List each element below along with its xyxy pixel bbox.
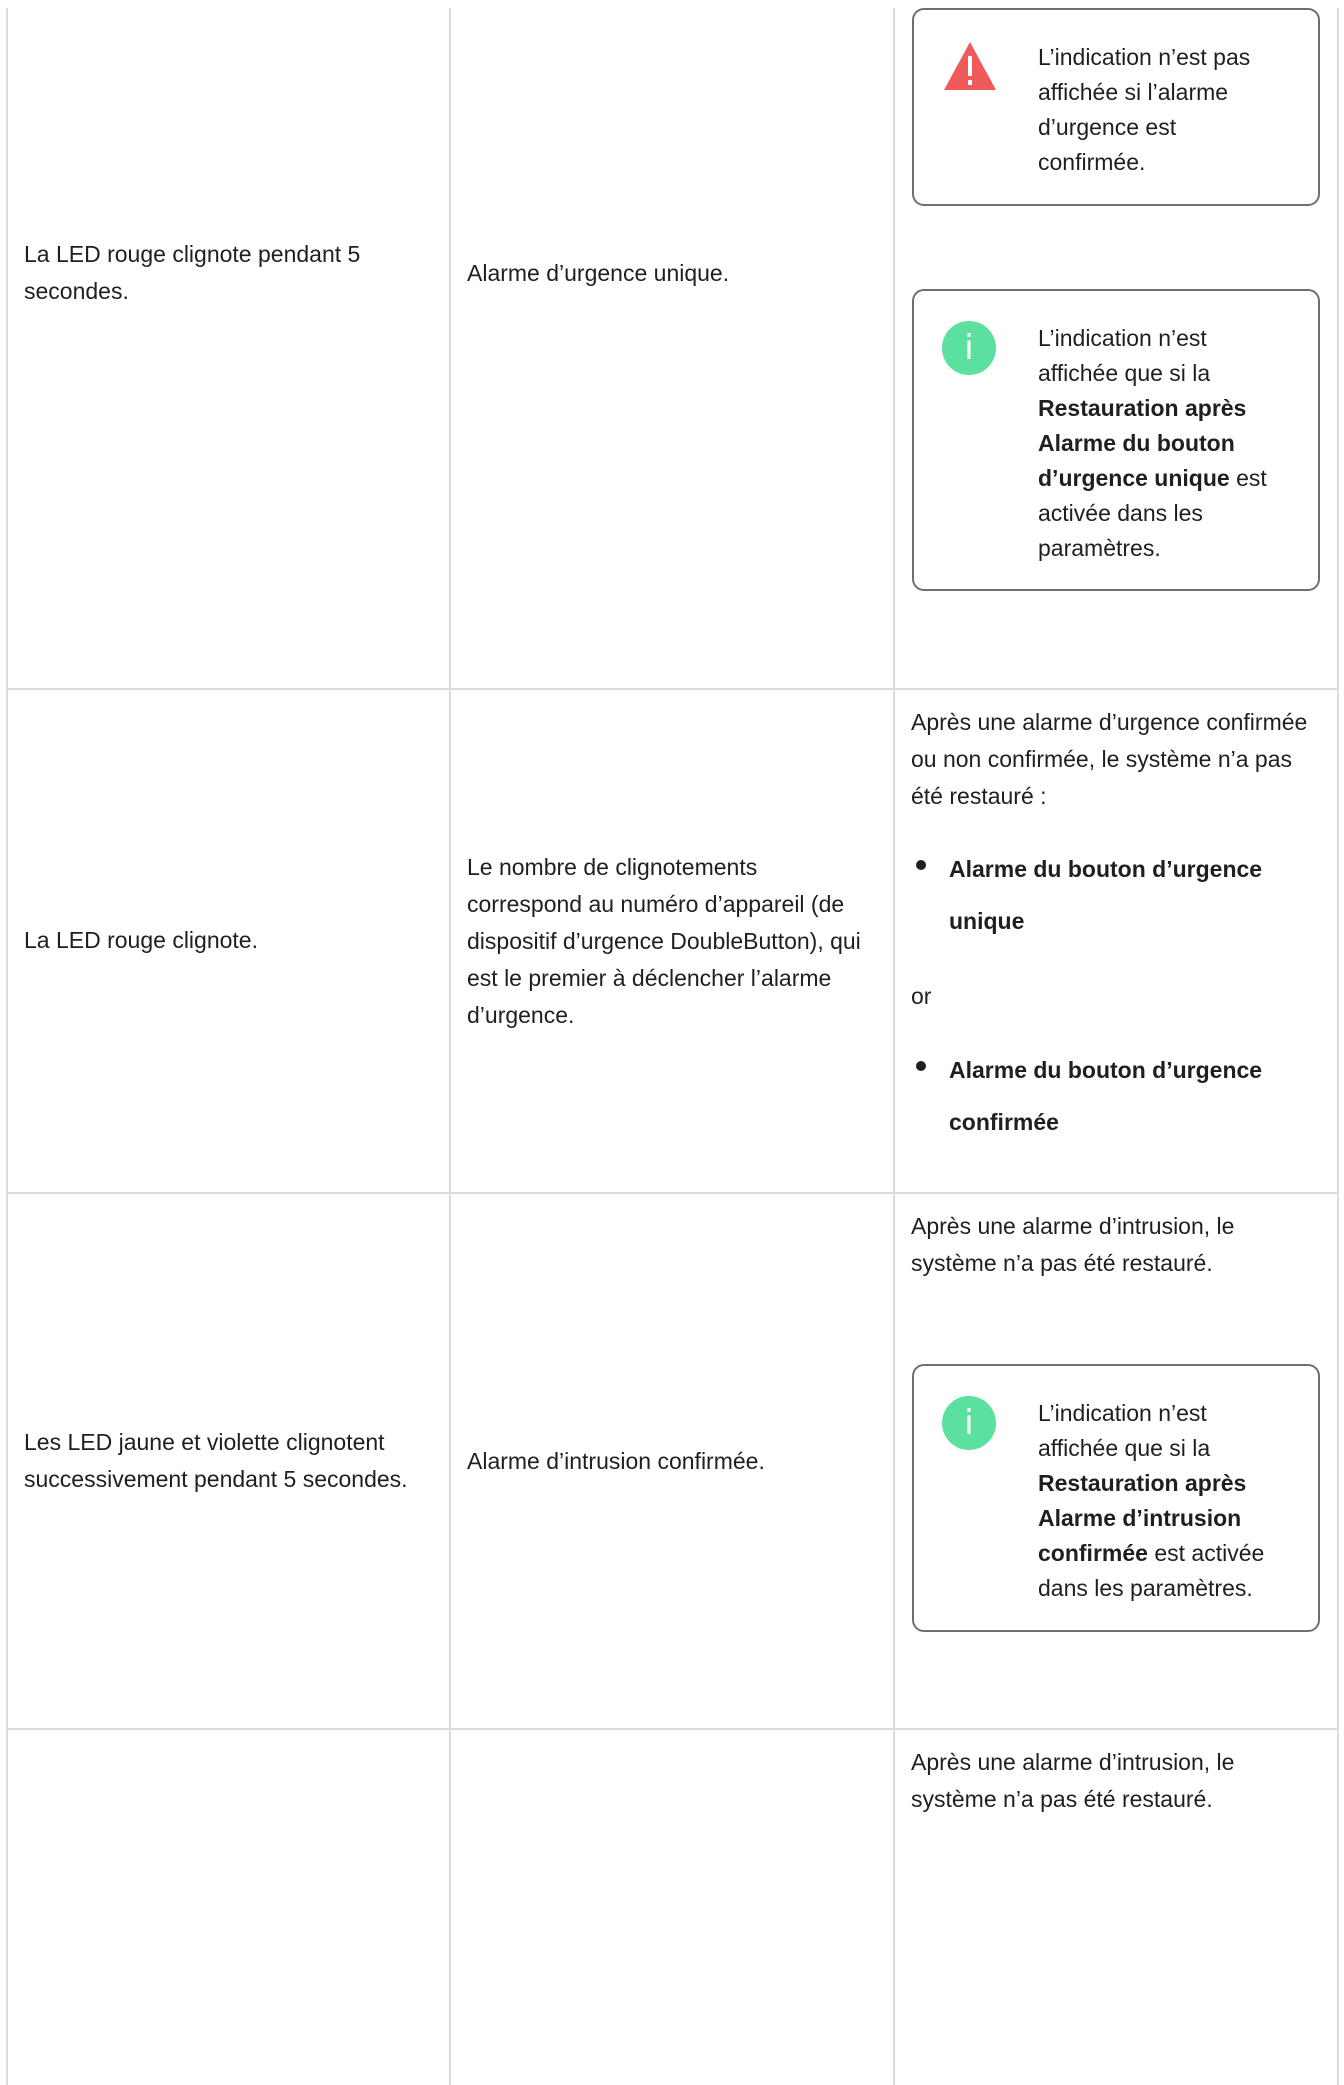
warning-callout (912, 8, 1320, 206)
table-border-left (6, 8, 8, 2085)
warning-triangle-icon (942, 40, 998, 97)
row1-condition: La LED rouge clignote pendant 5 secondes. (24, 241, 361, 304)
info-callout-row1 (912, 289, 1320, 591)
row2-solution-intro: Après une alarme d’urgence confirmée ou non confirmée, le système n’a pas été restauré : (911, 709, 1308, 809)
table-border-right (1337, 8, 1339, 2085)
row2-bullet-1: Alarme du bouton d’urgence unique (949, 856, 1263, 934)
info-callout-row1-bold: Restauration après Alarme du bouton d’urgence unique (1038, 395, 1247, 491)
row2-bullet-2: Alarme du bouton d’urgence confirmée (949, 1057, 1263, 1135)
column-divider-2 (893, 8, 895, 2085)
bullet-dot (916, 1061, 926, 1071)
row-divider-1 (6, 688, 1339, 690)
info-icon: i (942, 1396, 996, 1450)
info-callout-row3-text (1038, 1396, 1278, 1606)
info-callout-row1-text-after: est activée dans les paramètres. (1038, 465, 1267, 561)
row3-solution-intro: Après une alarme d’intrusion, le système n’a pas été restauré. (911, 1213, 1235, 1276)
row3-meaning: Alarme d’intrusion confirmée. (467, 1448, 765, 1474)
row2-meaning: Le nombre de clignotements correspond au numéro d’appareil (de dispositif d’urgence DoubleButton), qui est le premier à déclencher l’alarme d’urgence. (467, 854, 861, 1028)
info-callout-row3-text-before: L’indication n’est affichée que si la (1038, 1400, 1211, 1461)
warning-callout-text: L’indication n’est pas affichée si l’alarme d’urgence est confirmée. (1038, 44, 1251, 175)
row2-condition: La LED rouge clignote. (24, 927, 258, 953)
column-divider-1 (449, 8, 451, 2085)
row-divider-3 (6, 1728, 1339, 1730)
info-callout-row3 (912, 1364, 1320, 1632)
info-callout-row3-text-after: est activée dans les paramètres. (1038, 1540, 1265, 1601)
row4-solution-intro: Après une alarme d’intrusion, le système n’a pas été restauré. (911, 1749, 1235, 1812)
bullet-dot (916, 860, 926, 870)
row-divider-2 (6, 1192, 1339, 1194)
row3-condition: Les LED jaune et violette clignotent successivement pendant 5 secondes. (24, 1429, 408, 1492)
row2-separator: or (911, 983, 932, 1009)
info-callout-row1-text-before: L’indication n’est affichée que si la (1038, 325, 1211, 386)
info-callout-row3-bold: Restauration après Alarme d’intrusion confirmée (1038, 1470, 1247, 1566)
row1-meaning: Alarme d’urgence unique. (467, 260, 730, 286)
info-icon: i (942, 321, 996, 375)
info-callout-row1-text (1038, 321, 1278, 566)
